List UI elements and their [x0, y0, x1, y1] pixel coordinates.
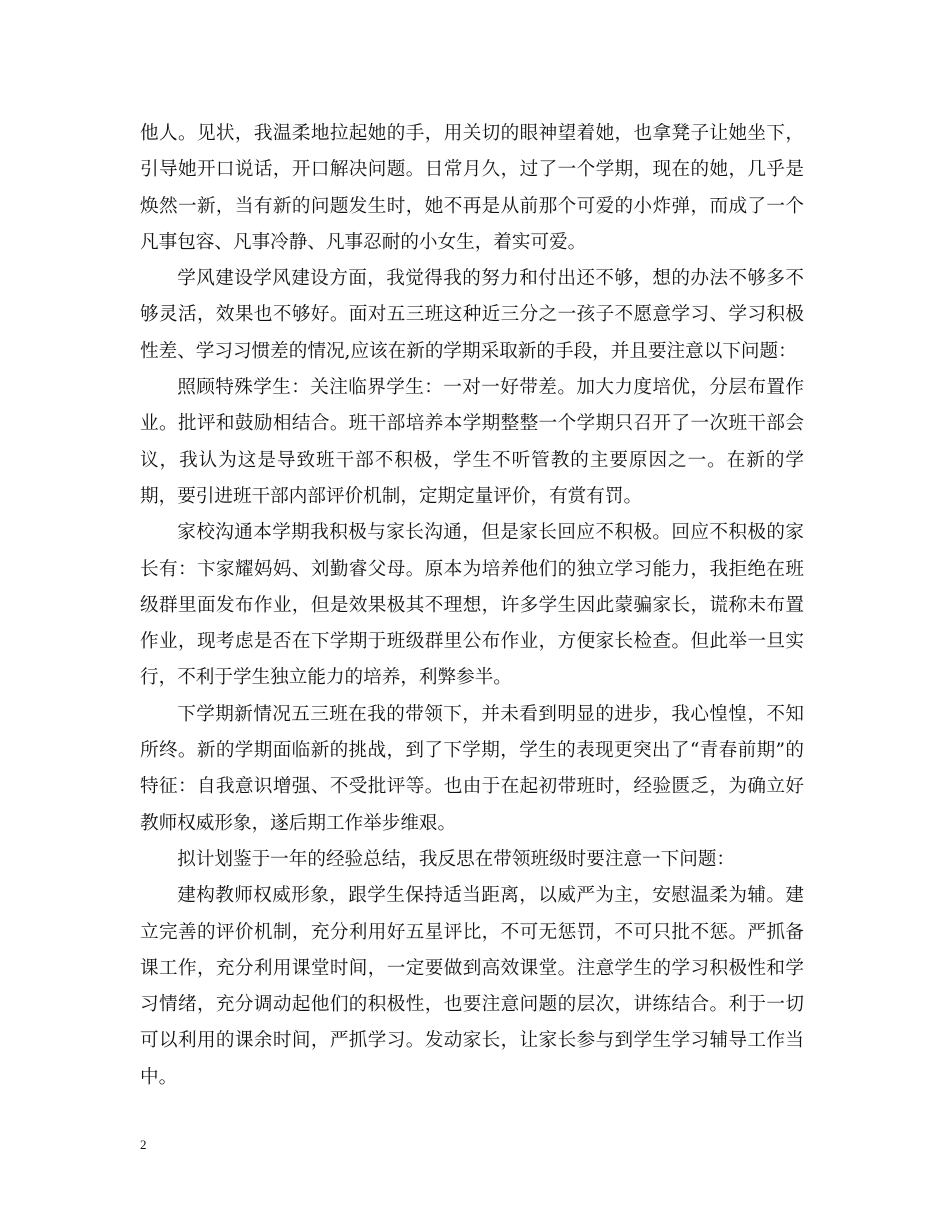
document-body	[140, 116, 804, 1096]
paragraph-special-students: 照顾特殊学生：关注临界学生：一对一好带差。加大力度培优，分层布置作业。批评和鼓励相结合。班干部培养本学期整整一个学期只召开了一次班干部会议，我认为这是导致班干部不积极，学生不听管教的主要原因之一。在新的学期，要引进班干部内部评价机制，定期定量评价，有赏有罚。	[140, 377, 804, 507]
paragraph-next-semester: 下学期新情况五三班在我的带领下，并未看到明显的进步，我心惶惶，不知所终。新的学期面临新的挑战，到了下学期，学生的表现更突出了“青春前期”的特征：自我意识增强、不受批评等。也由于在起初带班时，经验匮乏，为确立好教师权威形象，遂后期工作举步维艰。	[140, 703, 804, 834]
paragraph-study-style: 学风建设学风建设方面，我觉得我的努力和付出还不够，想的办法不够多不够灵活，效果也不够好。面对五三班这种近三分之一孩子不愿意学习、学习积极性差、学习习惯差的情况,应该在新的学期采取新的手段，并且要注意以下问题：	[140, 268, 804, 362]
paragraph-home-school: 家校沟通本学期我积极与家长沟通，但是家长回应不积极。回应不积极的家长有：卞家耀妈妈、刘勤睿父母。原本为培养他们的独立学习能力，我拒绝在班级群里面发布作业，但是效果极其不理想，许多学生因此蒙骗家长，谎称未布置作业，现考虑是否在下学期于班级群里公布作业，方便家长检查。但此举一旦实行，不利于学生独立能力的培养，利弊参半。	[140, 522, 804, 689]
paragraph-plan-details: 建构教师权威形象，跟学生保持适当距离，以威严为主，安慰温柔为辅。建立完善的评价机制，充分利用好五星评比，不可无惩罚，不可只批不惩。严抓备课工作，充分利用课堂时间，一定要做到高效课堂。注意学生的学习积极性和学习情绪，充分调动起他们的积极性，也要注意问题的层次，讲练结合。利于一切可以利用的课余时间，严抓学习。发动家长，让家长参与到学生学习辅导工作当中。	[140, 885, 804, 1088]
page-number: 2	[140, 1137, 147, 1152]
paragraph-plan-intro: 拟计划鉴于一年的经验总结，我反思在带领班级时要注意一下问题：	[177, 848, 736, 870]
paragraph-continuation: 他人。见状，我温柔地拉起她的手，用关切的眼神望着她，也拿凳子让她坐下，引导她开口说话，开口解决问题。日常月久，过了一个学期，现在的她，几乎是焕然一新，当有新的问题发生时，她不再是从前那个可爱的小炸弹，而成了一个凡事包容、凡事冷静、凡事忍耐的小女生，着实可爱。	[140, 123, 804, 253]
